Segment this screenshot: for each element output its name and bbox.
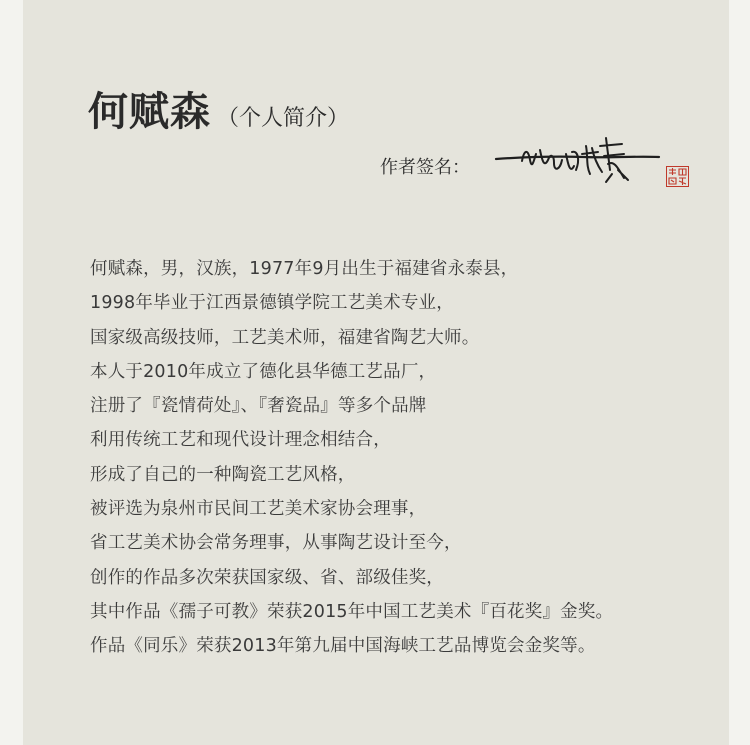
bio-line: 何赋森，男，汉族，1977年9月出生于福建省永泰县， — [90, 259, 519, 279]
bio-line: 1998年毕业于江西景德镇学院工艺美术专业， — [90, 293, 454, 314]
bio-line: 国家级高级技师，工艺美术师，福建省陶艺大师。 — [90, 327, 480, 348]
bio-line: 省工艺美术协会常务理事，从事陶艺设计至今， — [90, 533, 462, 554]
bio-line: 作品《同乐》荣获2013年第九届中国海峡工艺品博览会金奖等。 — [90, 636, 596, 657]
bio-line: 注册了『瓷情荷处』、『奢瓷品』等多个品牌 — [90, 396, 427, 417]
seal-stamp — [666, 166, 689, 187]
bio-line: 其中作品《孺子可教》荣获2015年中国工艺美术『百花奖』金奖。 — [90, 601, 614, 622]
bio-line: 本人于2010年成立了德化县华德工艺品厂， — [90, 361, 437, 382]
page-title — [88, 80, 349, 137]
bio-line: 被评选为泉州市民间工艺美术家协会理事， — [90, 499, 427, 520]
title-subtitle: （个人简介） — [217, 106, 350, 131]
bio-line: 创作的作品多次荣获国家级、省、部级佳奖， — [90, 567, 444, 588]
bio-line: 利用传统工艺和现代设计理念相结合， — [90, 430, 391, 451]
handwritten-signature — [494, 130, 664, 190]
biography-text — [90, 252, 613, 664]
signature-label: 作者签名： — [380, 157, 470, 178]
bio-line: 形成了自己的一种陶瓷工艺风格， — [90, 464, 356, 485]
artist-name: 何赋森 — [88, 88, 211, 135]
